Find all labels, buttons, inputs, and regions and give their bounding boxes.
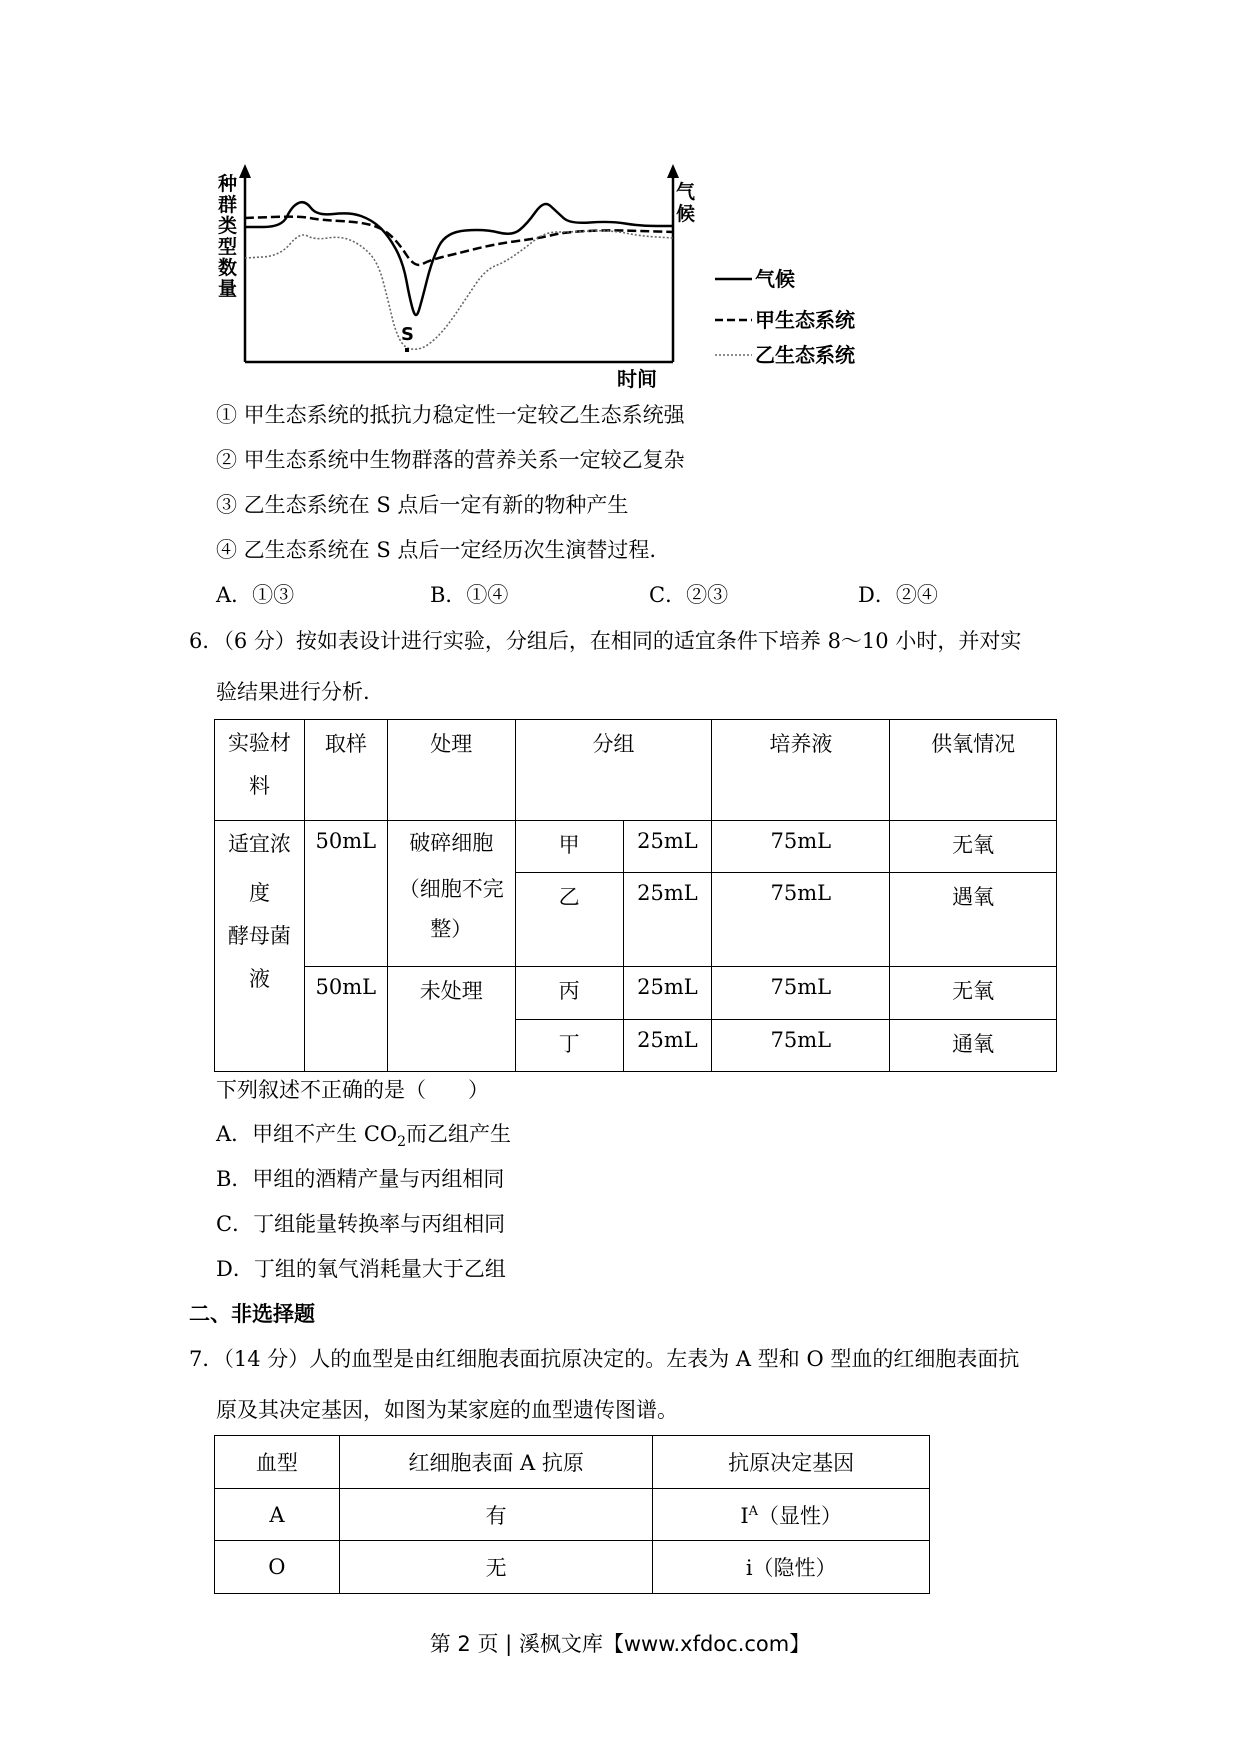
sample-cell-1: 50mL [304,821,387,967]
treatment-1-line2: （细胞不完 [398,877,504,901]
header-material [215,720,305,821]
header-sample: 取样 [304,720,387,821]
header-oxygen: 供氧情况 [890,720,1057,821]
q5-option-b[interactable]: B．①④ [430,583,509,607]
legend-climate-label: 气候 [755,267,795,291]
header-material-line1: 实验材 [227,731,291,755]
material-line4: 液 [248,967,270,991]
right-axis-label-char: 候 [676,203,696,225]
material-line3: 酵母菌 [227,924,291,948]
s-point-label: S [401,324,414,345]
q5-option-a[interactable]: A．①③ [216,583,295,607]
q6-option-a-subscript: 2 [397,1134,407,1151]
q5-option-d[interactable]: D．②④ [858,583,938,607]
blood-gene-a [653,1489,930,1541]
sample-cell-2: 50mL [304,967,387,1072]
q5-statement-1: ① 甲生态系统的抵抗力稳定性一定较乙生态系统强 [216,403,685,427]
header-treatment: 处理 [387,720,515,821]
header-medium: 培养液 [712,720,890,821]
s-point-marker [405,348,409,352]
vol-cell-jia: 25mL [623,821,712,873]
medium-cell-jia: 75mL [712,821,890,873]
legend [715,267,855,367]
y-axis-label-char: 种 [218,173,238,195]
oxygen-cell-ding: 通氧 [890,1020,1057,1072]
q6-stem-line2: 验结果进行分析. [216,680,370,704]
blood-gene-a-note: （显性） [758,1503,843,1528]
treatment-cell-2: 未处理 [387,967,515,1072]
blood-header-gene: 抗原决定基因 [653,1436,930,1489]
blood-antigen-o: 无 [339,1541,653,1594]
treatment-1-line3: 整） [430,917,473,941]
header-material-line2: 料 [248,774,270,798]
left-axis-arrow [239,164,251,178]
y-axis-label-char: 型 [218,236,238,258]
y-axis-label [217,172,237,300]
blood-gene-a-sup: A [748,1503,759,1519]
legend-jia-label: 甲生态系统 [755,308,855,332]
q6-option-a[interactable] [216,1119,511,1157]
treatment-cell-1 [387,821,515,967]
ecosystem-figure [0,0,1240,400]
medium-cell-bing: 75mL [712,967,890,1020]
q6-option-d[interactable]: D．丁组的氧气消耗量大于乙组 [216,1257,506,1281]
blood-header-antigen: 红细胞表面 A 抗原 [339,1436,653,1489]
group-cell-jia: 甲 [515,821,623,873]
q6-stem-line1: 6．（6 分）按如表设计进行实验，分组后，在相同的适宜条件下培养 8～10 小时，并对实 [189,629,1022,653]
blood-type-o: O [215,1541,340,1594]
group-cell-yi: 乙 [515,873,623,967]
series-climate-line [245,202,673,315]
oxygen-cell-bing: 无氧 [890,967,1057,1020]
blood-gene-o: i（隐性） [653,1541,930,1594]
treatment-1-line1: 破碎细胞 [409,831,494,855]
material-line2: 度 [248,881,270,905]
medium-cell-yi: 75mL [712,873,890,967]
q7-stem-line2: 原及其决定基因，如图为某家庭的血型遗传图谱。 [216,1398,678,1422]
blood-gene-a-base: I [740,1503,749,1528]
y-axis-label-char: 量 [218,278,238,300]
group-cell-bing: 丙 [515,967,623,1020]
vol-cell-yi: 25mL [623,873,712,967]
q6-question: 下列叙述不正确的是（ ） [216,1078,489,1102]
group-cell-ding: 丁 [515,1020,623,1072]
q5-statement-4: ④ 乙生态系统在 S 点后一定经历次生演替过程. [216,538,657,562]
material-cell [215,821,305,1072]
q7-stem-line1: 7．（14 分）人的血型是由红细胞表面抗原决定的。左表为 A 型和 O 型血的红细胞表面抗 [189,1347,1020,1371]
y-axis-label-char: 群 [218,194,238,216]
oxygen-cell-yi: 遇氧 [890,873,1057,967]
page-footer: 第 2 页 | 溪枫文库【www.xfdoc.com】 [429,1632,811,1656]
vol-cell-ding: 25mL [623,1020,712,1072]
series-eco-jia-line [245,217,673,265]
q5-statement-3: ③ 乙生态系统在 S 点后一定有新的物种产生 [216,493,629,517]
legend-yi-label: 乙生态系统 [755,343,855,367]
right-axis-arrow [667,164,679,178]
series-eco-yi-line [245,231,673,350]
right-axis-label [676,180,696,225]
q5-option-c[interactable]: C．②③ [649,583,729,607]
section-heading: 二、非选择题 [189,1301,315,1326]
x-axis-label: 时间 [617,367,657,391]
oxygen-cell-jia: 无氧 [890,821,1057,873]
vol-cell-bing: 25mL [623,967,712,1020]
blood-type-a: A [215,1489,340,1541]
material-line1: 适宜浓 [227,832,291,856]
header-group: 分组 [515,720,712,821]
q6-option-c[interactable]: C．丁组能量转换率与丙组相同 [216,1212,506,1236]
q6-option-a-text: A．甲组不产生 CO [216,1122,398,1146]
y-axis-label-char: 类 [218,215,238,237]
q6-option-a-text-end: 而乙组产生 [406,1122,512,1146]
q5-statement-2: ② 甲生态系统中生物群落的营养关系一定较乙复杂 [216,448,685,472]
q6-option-b[interactable]: B．甲组的酒精产量与丙组相同 [216,1167,505,1191]
right-axis-label-char: 气 [676,181,696,203]
q6-experiment-table [214,719,1057,1072]
blood-header-type: 血型 [215,1436,340,1489]
q7-blood-type-table [214,1435,930,1594]
y-axis-label-char: 数 [218,257,238,279]
blood-antigen-a: 有 [339,1489,653,1541]
medium-cell-ding: 75mL [712,1020,890,1072]
